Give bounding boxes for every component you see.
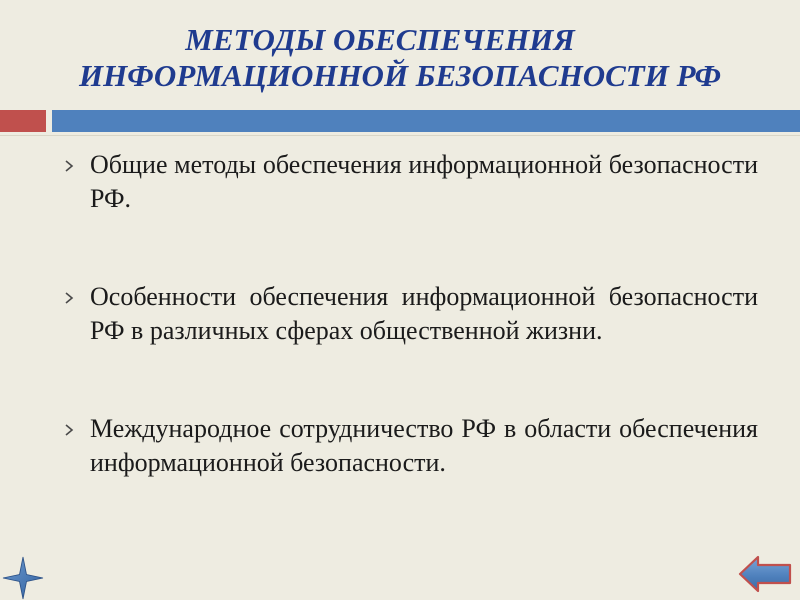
- accent-bar-red: [0, 110, 46, 132]
- title-line-2: ИНФОРМАЦИОННОЙ БЕЗОПАСНОСТИ РФ: [78, 58, 722, 93]
- bullet-list: [62, 148, 758, 480]
- chevron-right-icon: [62, 423, 76, 437]
- compass-star-icon[interactable]: [2, 556, 44, 600]
- bullet-text: Общие методы обеспечения информационной безопасности РФ.: [90, 150, 758, 213]
- arrow-left-icon[interactable]: [738, 555, 792, 593]
- bullet-item-features: [62, 280, 758, 348]
- bullet-text: Международное сотрудничество РФ в области обеспечения информационной безопасности.: [90, 414, 758, 477]
- bullet-text: Особенности обеспечения информационной безопасности РФ в различных сферах общественной жизни.: [90, 282, 758, 345]
- slide-title: [30, 22, 770, 94]
- title-line-1: МЕТОДЫ ОБЕСПЕЧЕНИЯ: [185, 22, 575, 57]
- chevron-right-icon: [62, 159, 76, 173]
- bullet-item-general-methods: [62, 148, 758, 216]
- divider-line: [0, 135, 800, 136]
- bullet-item-international-cooperation: [62, 412, 758, 480]
- accent-bar-blue: [52, 110, 800, 132]
- chevron-right-icon: [62, 291, 76, 305]
